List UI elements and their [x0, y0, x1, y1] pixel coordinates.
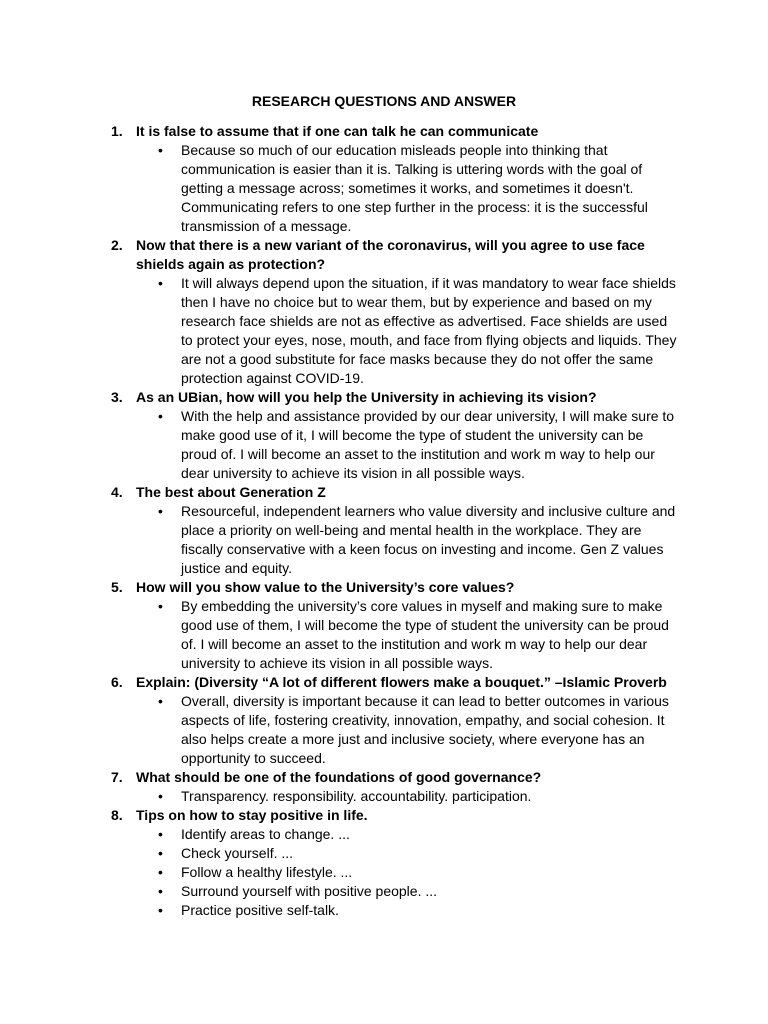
bullet-icon: •: [158, 275, 163, 291]
answer-item: [0, 882, 768, 901]
question-text: What should be one of the foundations of good governance?: [136, 769, 542, 785]
question-number: 3.: [111, 389, 123, 405]
bullet-icon: •: [158, 902, 163, 918]
question-item: [0, 122, 768, 236]
question-item: [0, 483, 768, 578]
answer-text: Resourceful, independent learners who value diversity and inclusive culture and place a priority on well-being and mental health in the workplace. They are fiscally conservative with a keen focus on investing and income. Gen Z values justice and equity.: [181, 503, 676, 576]
answer-item: [0, 901, 768, 920]
answer-item: [0, 597, 768, 673]
answer-list: [0, 787, 768, 806]
bullet-icon: •: [158, 845, 163, 861]
answer-list: [0, 274, 768, 388]
answer-item: [0, 692, 768, 768]
question-text: The best about Generation Z: [136, 484, 326, 500]
bullet-icon: •: [158, 864, 163, 880]
answer-list: [0, 502, 768, 578]
question-number: 4.: [111, 484, 123, 500]
question-item: [0, 236, 768, 388]
question-number: 8.: [111, 807, 123, 823]
question-text: It is false to assume that if one can talk he can communicate: [136, 123, 539, 139]
question-item: [0, 806, 768, 920]
question-text: As an UBian, how will you help the University in achieving its vision?: [136, 389, 597, 405]
answer-item: [0, 502, 768, 578]
answer-text: It will always depend upon the situation, if it was mandatory to wear face shields then I have no choice but to wear them, but by experience and based on my research face shields are not as effective as advertised. Face shields are used to protect your eyes, nose, mouth, and face from flying objects and liquids. They are not a good substitute for face masks because they do not offer the same protection against COVID-19.: [181, 275, 677, 386]
answer-text: Surround yourself with positive people. ...: [181, 883, 438, 899]
question-text: Tips on how to stay positive in life.: [136, 807, 368, 823]
question-item: [0, 673, 768, 768]
question-item: [0, 578, 768, 673]
answer-item: [0, 141, 768, 236]
answer-item: [0, 274, 768, 388]
question-text: How will you show value to the University’s core values?: [136, 579, 515, 595]
answer-list: [0, 407, 768, 483]
bullet-icon: •: [158, 142, 163, 158]
question-number: 1.: [111, 123, 123, 139]
bullet-icon: •: [158, 826, 163, 842]
answer-text: Follow a healthy lifestyle. ...: [181, 864, 353, 880]
answer-text: Check yourself. ...: [181, 845, 294, 861]
question-item: [0, 768, 768, 806]
answer-item: [0, 863, 768, 882]
answer-list: [0, 597, 768, 673]
answer-list: [0, 825, 768, 920]
answer-text: Because so much of our education misleads people into thinking that communication is easier than it is. Talking is uttering words with the goal of getting a message across; sometimes it works, and sometimes it doesn't. Communicating refers to one step further in the process: it is the successful transmission of a message.: [181, 142, 648, 234]
question-text: Now that there is a new variant of the coronavirus, will you agree to use face shields again as protection?: [136, 237, 645, 272]
answer-item: [0, 844, 768, 863]
answer-list: [0, 141, 768, 236]
question-number: 2.: [111, 237, 123, 253]
answer-text: By embedding the university’s core values in myself and making sure to make good use of them, I will become the type of student the university can be proud of. I will become an asset to the institution and work m way to help our dear university to achieve its vision in all possible ways.: [181, 598, 669, 671]
bullet-icon: •: [158, 693, 163, 709]
question-number: 7.: [111, 769, 123, 785]
question-item: [0, 388, 768, 483]
bullet-icon: •: [158, 503, 163, 519]
answer-text: Overall, diversity is important because it can lead to better outcomes in various aspects of life, fostering creativity, innovation, empathy, and social cohesion. It also helps create a more just and inclusive society, where everyone has an opportunity to succeed.: [181, 693, 669, 766]
answer-item: [0, 825, 768, 844]
answer-text: Practice positive self-talk.: [181, 902, 339, 918]
answer-list: [0, 692, 768, 768]
answer-text: Transparency. responsibility. accountability. participation.: [181, 788, 532, 804]
answer-item: [0, 407, 768, 483]
bullet-icon: •: [158, 788, 163, 804]
question-text: Explain: (Diversity “A lot of different flowers make a bouquet.” –Islamic Proverb: [136, 674, 667, 690]
answer-text: Identify areas to change. ...: [181, 826, 350, 842]
bullet-icon: •: [158, 598, 163, 614]
document-title: RESEARCH QUESTIONS AND ANSWER: [251, 93, 517, 109]
bullet-icon: •: [158, 408, 163, 424]
bullet-icon: •: [158, 883, 163, 899]
question-number: 6.: [111, 674, 123, 690]
answer-text: With the help and assistance provided by our dear university, I will make sure to make good use of it, I will become the type of student the university can be proud of. I will become an asset to the institution and work m way to help our dear university to achieve its vision in all possible ways.: [181, 408, 675, 481]
answer-item: [0, 787, 768, 806]
question-list: [0, 122, 768, 920]
question-number: 5.: [111, 579, 123, 595]
